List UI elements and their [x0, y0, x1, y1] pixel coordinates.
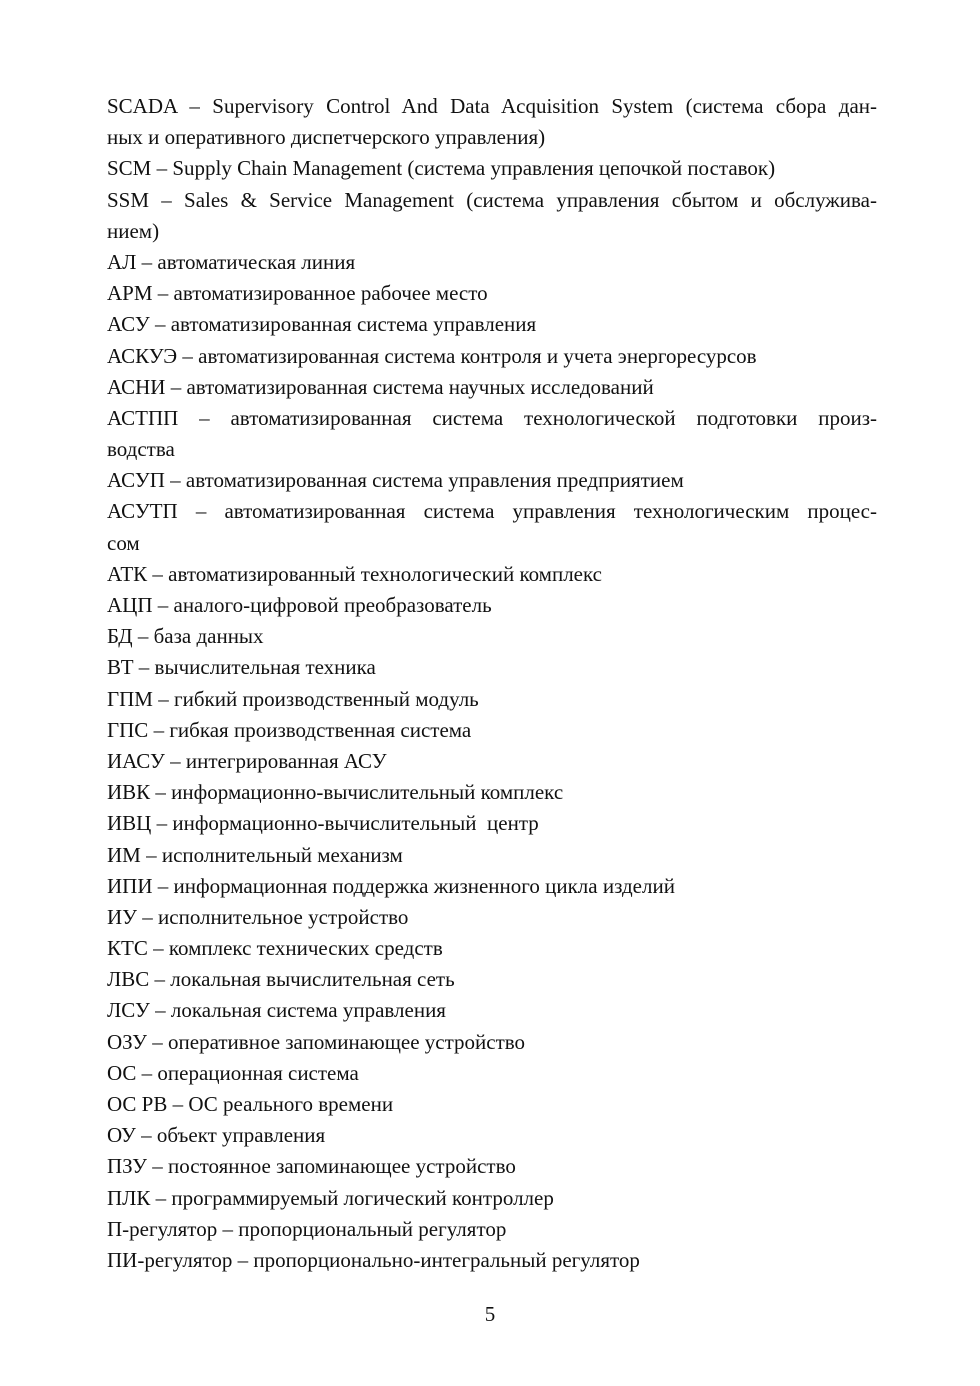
text-line: АСНИ – автоматизированная система научных исследований — [107, 374, 654, 399]
text-line: ПИ-регулятор – пропорционально-интегральный регулятор — [107, 1247, 640, 1272]
text-line: ИМ – исполнительный механизм — [107, 842, 403, 867]
text-line: ИВК – информационно-вычислительный комплекс — [107, 780, 564, 805]
text-line: ГПС – гибкая производственная система — [107, 717, 472, 742]
text-line: ИВЦ – информационно-вычислительный центр — [107, 811, 539, 836]
text-line: БД – база данных — [107, 624, 264, 649]
abbreviation-list — [107, 91, 877, 1276]
text-line: АСТПП – автоматизированная система технологической подготовки произ- — [107, 405, 877, 430]
text-line: АСУТП – автоматизированная система управления технологическим процес- — [107, 499, 877, 524]
text-line: ИАСУ – интегрированная АСУ — [107, 748, 387, 773]
text-line: ЛСУ – локальная система управления — [107, 998, 446, 1023]
text-line: водства — [107, 437, 175, 462]
text-line: SCADA – Supervisory Control And Data Acquisition System (система сбора дан- — [107, 94, 877, 118]
text-line: ГПМ – гибкий производственный модуль — [107, 686, 479, 711]
text-line: ЛВС – локальная вычислительная сеть — [107, 967, 455, 992]
text-line: ИУ – исполнительное устройство — [107, 904, 409, 929]
text-line: SCM – Supply Chain Management (система управления цепочкой поставок) — [107, 156, 776, 181]
text-line: АРМ – автоматизированное рабочее место — [107, 281, 488, 306]
text-line: ВТ – вычислительная техника — [107, 655, 376, 680]
text-line: ПЛК – программируемый логический контроллер — [107, 1185, 554, 1210]
text-line: АСУП – автоматизированная система управления предприятием — [107, 468, 684, 493]
text-line: ИПИ – информационная поддержка жизненного цикла изделий — [107, 873, 675, 898]
text-line: нием) — [107, 218, 160, 243]
text-line: ОУ – объект управления — [107, 1123, 326, 1148]
text-line: ПЗУ – постоянное запоминающее устройство — [107, 1154, 516, 1179]
text-line: АСКУЭ – автоматизированная система контроля и учета энергоресурсов — [107, 343, 757, 368]
text-line: АЛ – автоматическая линия — [107, 249, 356, 274]
text-line: АЦП – аналого-цифровой преобразователь — [107, 593, 492, 617]
text-line: АТК – автоматизированный технологический комплекс — [107, 561, 603, 586]
text-line: сом — [107, 530, 140, 555]
text-line: П-регулятор – пропорциональный регулятор — [107, 1216, 507, 1241]
text-line: КТС – комплекс технических средств — [107, 936, 443, 961]
text-line: ОС – операционная система — [107, 1060, 359, 1085]
page-number: 5 — [484, 1302, 496, 1326]
text-line: ОЗУ – оперативное запоминающее устройство — [107, 1029, 526, 1054]
text-line: SSM – Sales & Service Management (система управления сбытом и обслужива- — [107, 187, 877, 212]
text-line: АСУ – автоматизированная система управления — [107, 312, 537, 337]
text-line: ОС РВ – ОС реального времени — [107, 1092, 394, 1116]
text-line: ных и оперативного диспетчерского управления) — [107, 125, 546, 150]
